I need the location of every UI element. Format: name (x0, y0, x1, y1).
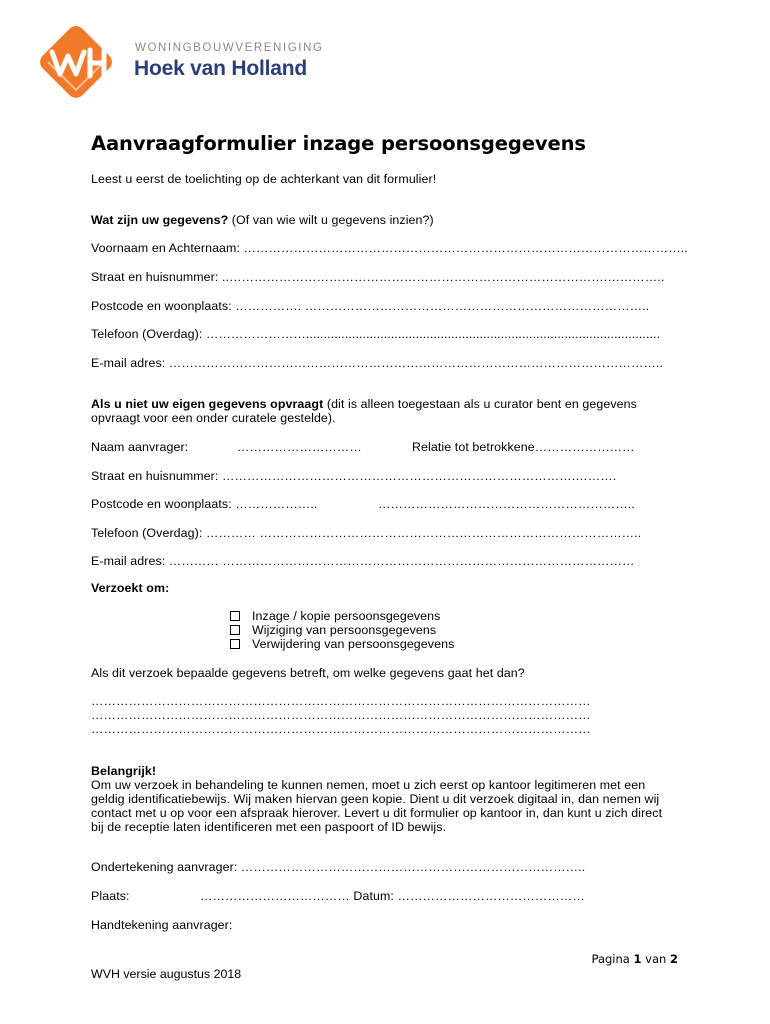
logo-mark (30, 16, 122, 108)
checkbox-wijziging[interactable] (230, 625, 240, 635)
section1-heading-rest: (Of van wie wilt u gegevens inzien?) (228, 213, 434, 227)
field-telefoon[interactable]: Telefoon (Overdag): …………………….................................................................................................... (91, 327, 661, 341)
section2-heading-rest: (dit is alleen toegestaan als u curator bent en gegevens (323, 397, 637, 411)
section1-heading-bold: Wat zijn uw gegevens? (91, 213, 229, 227)
section2-heading-line2: opvraagt voor een onder curatele gestelde). (91, 411, 336, 425)
section1-heading (91, 213, 434, 227)
field-telefoon-2[interactable]: Telefoon (Overdag): ………… ……………………………………………………………………………….. (91, 526, 642, 540)
answer-line-1[interactable]: ………………………………………………………………………………………………………… (91, 694, 591, 708)
section2-heading (91, 397, 637, 411)
field-ondertekening[interactable]: Ondertekening aanvrager: ……………………………………………………………………….. (91, 860, 586, 874)
page-word: Pagina (591, 952, 630, 966)
field-relatie[interactable]: Relatie tot betrokkene…………………… (412, 440, 635, 454)
field-woonplaats-2[interactable]: …………………………………………………….. (378, 497, 635, 511)
answer-line-2[interactable]: ………………………………………………………………………………………………………… (91, 708, 591, 722)
page-total: 2 (669, 952, 678, 966)
field-straat[interactable]: Straat en huisnummer: ..……………………………………………………………………………….………….. (91, 270, 665, 284)
field-email[interactable]: E-mail adres: ……………………………………………………………………………………………………….. (91, 356, 664, 370)
field-straat-2[interactable]: Straat en huisnummer: ………………………………………………………………………….………. (91, 469, 617, 483)
field-postcode-2[interactable]: Postcode en woonplaats: ……………….. (91, 497, 318, 511)
option-verwijdering: Verwijdering van persoonsgegevens (252, 637, 455, 651)
logo-subtitle: WONINGBOUWVERENIGING (135, 42, 324, 54)
page-number (592, 952, 678, 966)
section2-heading-bold: Als u niet uw eigen gegevens opvraagt (91, 397, 324, 411)
field-email-2[interactable]: E-mail adres: ………… ……………………………………………………………………………………… (91, 554, 635, 568)
version-text: WVH versie augustus 2018 (91, 967, 242, 981)
field-postcode[interactable]: Postcode en woonplaats: ……………. ……………………………………………………………………….. (91, 299, 650, 313)
field-plaats-datum[interactable]: ……………………………… Datum: ……………………………………… (200, 889, 585, 903)
important-line-3: contact met u op voor een afspraak hierover. Levert u dit formulier op kantoor in, dan kunt u zich direct (91, 806, 663, 820)
option-inzage: Inzage / kopie persoonsgegevens (252, 609, 441, 623)
page-current: 1 (633, 952, 642, 966)
field-handtekening: Handtekening aanvrager: (91, 918, 233, 932)
important-line-4: bij de receptie laten identificeren met een paspoort of ID bewijs. (91, 820, 447, 834)
field-naam-aanvrager[interactable]: ………………………… (237, 440, 362, 454)
field-naam-aanvrager-label: Naam aanvrager: (91, 440, 189, 454)
checkbox-inzage[interactable] (230, 611, 240, 621)
question-text: Als dit verzoek bepaalde gegevens betreft, om welke gegevens gaat het dan? (91, 666, 525, 680)
page-of: van (645, 952, 667, 966)
important-line-1: Om uw verzoek in behandeling te kunnen nemen, moet u zich eerst op kantoor legitimeren met een (91, 778, 646, 792)
answer-line-3[interactable]: ………………………………………………………………………………………………………… (91, 722, 591, 736)
logo-name: Hoek van Holland (134, 57, 308, 80)
checkbox-verwijdering[interactable] (230, 639, 240, 649)
option-wijziging: Wijziging van persoonsgegevens (252, 623, 437, 637)
important-line-2: geldig identificatiebewijs. Wij maken hiervan geen kopie. Dient u dit verzoek digitaal in, dan nemen wij (91, 792, 660, 806)
intro-text: Leest u eerst de toelichting op de achterkant van dit formulier! (91, 172, 437, 186)
important-heading: Belangrijk! (91, 764, 157, 778)
page-title: Aanvraagformulier inzage persoonsgegevens (91, 132, 586, 155)
verzoek-heading: Verzoekt om: (91, 581, 170, 595)
field-naam[interactable]: Voornaam en Achternaam: …………………………………………………………………………………………….. (91, 241, 688, 255)
field-plaats-label: Plaats: (91, 889, 130, 903)
